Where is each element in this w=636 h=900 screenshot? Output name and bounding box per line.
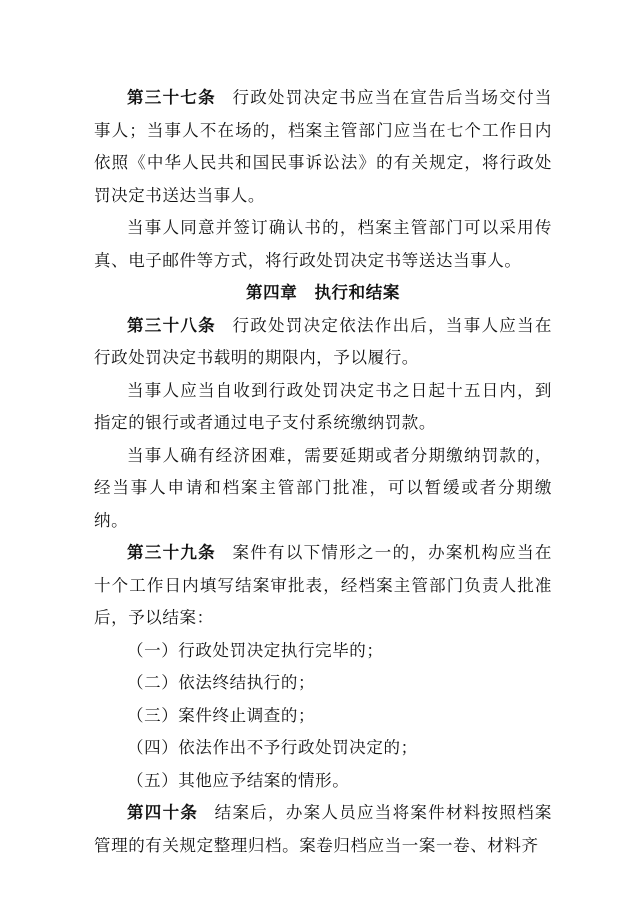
- article-39-item-4: （四）依法作出不予行政处罚决定的；: [127, 738, 418, 757]
- article-40-title: 第四十条: [127, 803, 199, 822]
- article-40-text: 结案后，办案人员应当将案件材料按照档案管理的有关规定整理归档。案卷归档应当一案一卷、材料齐: [94, 803, 552, 855]
- article-39-item-5: （五）其他应予结案的情形。: [127, 770, 350, 790]
- article-39-item-2: （二）依法终结执行的；: [127, 673, 316, 692]
- article-38-paragraph-3: 当事人确有经济困难，需要延期或者分期缴纳罚款的，经当事人申请和档案主管部门批准，可以暂缓或者分期缴纳。: [94, 445, 552, 530]
- article-38-paragraph-2: 当事人应当自收到行政处罚决定书之日起十五日内，到指定的银行或者通过电子支付系统缴纳罚款。: [94, 380, 552, 432]
- article-38-title: 第三十八条: [127, 315, 216, 335]
- chapter-4-heading: 第四章 执行和结案: [246, 283, 400, 302]
- article-40-paragraph: [94, 797, 552, 862]
- article-39-paragraph: [94, 537, 552, 635]
- article-39-item-3: （三）案件终止调查的；: [127, 705, 316, 725]
- article-37-text: 行政处罚决定书应当在宣告后当场交付当事人；当事人不在场的，档案主管部门应当在七个工作日内依照《中华人民共和国民事诉讼法》的有关规定，将行政处罚决定书送达当事人。: [94, 88, 552, 205]
- article-37-title: 第三十七条: [127, 88, 216, 107]
- article-39-item-1: （一）行政处罚决定执行完毕的；: [127, 640, 384, 660]
- article-38-paragraph: [94, 310, 552, 375]
- article-39-title: 第三十九条: [127, 543, 216, 562]
- article-37-paragraph-2: 当事人同意并签订确认书的，档案主管部门可以采用传真、电子邮件等方式，将行政处罚决定书等送达当事人。: [94, 218, 552, 270]
- article-38-text: 行政处罚决定依法作出后，当事人应当在行政处罚决定书载明的期限内，予以履行。: [94, 315, 552, 367]
- article-37-paragraph: [94, 82, 552, 212]
- document-page: [94, 82, 552, 862]
- article-39-text: 案件有以下情形之一的，办案机构应当在十个工作日内填写结案审批表，经档案主管部门负责人批准后，予以结案：: [94, 543, 552, 627]
